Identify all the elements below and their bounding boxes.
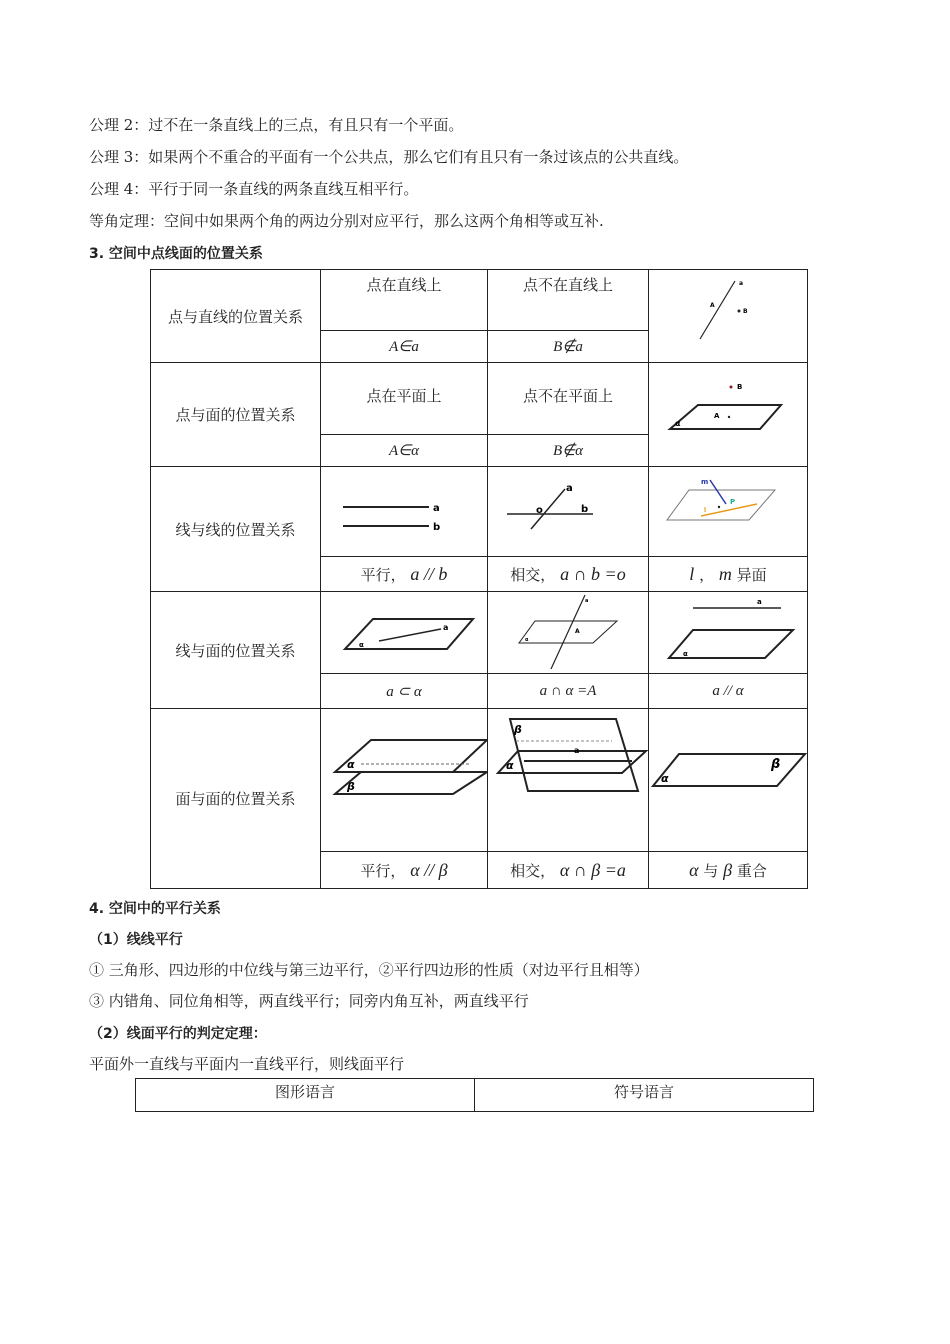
- point-B: [730, 385, 733, 388]
- line-a: [379, 629, 441, 641]
- parallel-label: 平行，: [360, 565, 406, 584]
- parallel-lines-caption: [321, 557, 488, 592]
- pp-with: 与: [703, 861, 719, 880]
- line-l: [701, 504, 757, 516]
- pp-coincide-label: 重合: [736, 861, 767, 880]
- label-a: a: [443, 622, 449, 632]
- intersect-label: 相交，: [510, 565, 556, 584]
- plane: [667, 490, 775, 520]
- label-alpha: α: [683, 649, 688, 658]
- intersecting-lines-figure: [488, 467, 649, 557]
- label-beta: β: [514, 723, 522, 736]
- point-A: [728, 415, 730, 417]
- label-o: o: [536, 504, 543, 516]
- skew-lines-caption: [649, 557, 808, 592]
- pp-parallel-label: 平行，: [360, 861, 406, 880]
- subsection-2-heading: （2）线面平行的判定定理：: [89, 1026, 267, 1042]
- label-alpha: α: [506, 759, 514, 772]
- label-a: a: [574, 746, 580, 755]
- skew-m: m: [718, 563, 732, 584]
- section-4-heading: 4. 空间中的平行关系: [89, 901, 221, 917]
- label-B: B: [737, 382, 743, 391]
- symbol-B-notin-a: B∉a: [488, 331, 649, 363]
- label-alpha: α: [359, 640, 364, 649]
- line-intersect-plane-figure: [488, 592, 649, 674]
- label-alpha: α: [525, 636, 529, 643]
- axiom-2: 公理 2：过不在一条直线上的三点，有且只有一个平面。: [89, 116, 464, 134]
- point-off-plane-label: 点不在平面上: [488, 363, 649, 435]
- symbol-B-notin-alpha: B∉α: [488, 435, 649, 467]
- position-relations-table: [150, 269, 808, 889]
- coincident-planes-figure: [649, 709, 808, 852]
- item-2: ③ 内错角、同位角相等，两直线平行；同旁内角互补，两直线平行: [89, 992, 529, 1010]
- equal-angle-theorem: 等角定理：空间中如果两个角的两边分别对应平行，那么这两个角相等或互补.: [89, 212, 604, 230]
- pp-intersect-label: 相交，: [510, 861, 556, 880]
- plane-beta: [510, 719, 638, 791]
- language-table: [135, 1078, 814, 1112]
- coincident-planes-caption: [649, 852, 808, 889]
- parallel-lines-figure: [321, 467, 488, 557]
- intersect-symbol: a ∩ b =o: [560, 563, 626, 584]
- plane-beta: [335, 772, 487, 794]
- skew-lines-figure: [649, 467, 808, 557]
- parallel-planes-caption: [321, 852, 488, 889]
- symbol-a-subset-alpha: a ⊂ α: [321, 674, 488, 709]
- label-alpha: α: [347, 758, 355, 771]
- pp-intersect-symbol: α ∩ β =a: [559, 859, 626, 880]
- subsection-1-heading: （1）线线平行: [89, 932, 183, 948]
- label-B: B: [743, 308, 748, 315]
- point-in-plane-label: 点在平面上: [321, 363, 488, 435]
- row-title-line-line: 线与线的位置关系: [151, 467, 321, 592]
- line-a: [700, 281, 735, 339]
- label-P: P: [730, 497, 736, 506]
- intersecting-planes-caption: [488, 852, 649, 889]
- intersecting-lines-caption: [488, 557, 649, 592]
- label-l: l: [704, 506, 707, 514]
- plane-alpha: [345, 619, 473, 649]
- label-b: b: [433, 521, 441, 533]
- label-b: b: [581, 503, 589, 515]
- axiom-4: 公理 4：平行于同一条直线的两条直线互相平行。: [89, 180, 419, 198]
- plane-alpha: [335, 740, 487, 772]
- label-A: A: [575, 627, 580, 635]
- row-title-line-plane: 线与面的位置关系: [151, 592, 321, 709]
- point-P: [718, 505, 720, 507]
- label-a: a: [585, 597, 589, 604]
- axiom-3: 公理 3：如果两个不重合的平面有一个公共点，那么它们有且只有一条过该点的公共直线。: [89, 148, 689, 166]
- header-symbol-language: 符号语言: [475, 1079, 814, 1112]
- label-A: A: [710, 302, 715, 309]
- point-plane-figure: [649, 363, 808, 467]
- point-off-line-label: 点不在直线上: [488, 270, 649, 331]
- label-a: a: [566, 482, 573, 494]
- pp-beta: β: [723, 859, 733, 880]
- label-alpha: α: [675, 418, 681, 428]
- skew-sep: ，: [699, 565, 715, 584]
- parallel-planes-figure: [321, 709, 488, 852]
- intersecting-planes-figure: [488, 709, 649, 852]
- pp-parallel-symbol: α // β: [410, 859, 448, 880]
- symbol-a-cap-alpha: a ∩ α =A: [488, 674, 649, 709]
- plane-alpha: [670, 405, 781, 429]
- row-title-plane-plane: 面与面的位置关系: [151, 709, 321, 889]
- symbol-A-in-alpha: A∈α: [321, 435, 488, 467]
- header-graphic-language: 图形语言: [136, 1079, 475, 1112]
- label-beta: β: [347, 780, 355, 793]
- label-alpha: α: [661, 772, 669, 785]
- point-on-line-label: 点在直线上: [321, 270, 488, 331]
- point-line-figure: [649, 270, 808, 363]
- row-title-point-line: 点与直线的位置关系: [151, 270, 321, 363]
- label-a: a: [433, 502, 440, 514]
- theorem-statement: 平面外一直线与平面内一直线平行，则线面平行: [89, 1055, 405, 1073]
- plane-alpha-beta: [653, 754, 805, 786]
- parallel-symbol: a // b: [410, 563, 448, 584]
- item-1: ① 三角形、四边形的中位线与第三边平行，②平行四边形的性质（对边平行且相等）: [89, 961, 649, 979]
- skew-l: l: [689, 563, 695, 584]
- label-a: a: [739, 280, 744, 287]
- point-B: [738, 310, 741, 313]
- line-a: [551, 595, 585, 669]
- label-A: A: [714, 411, 720, 420]
- section-3-heading: 3. 空间中点线面的位置关系: [89, 246, 263, 262]
- line-in-plane-figure: [321, 592, 488, 674]
- pp-alpha: α: [689, 859, 699, 880]
- label-m: m: [701, 477, 709, 486]
- line-m: [710, 480, 726, 504]
- label-beta: β: [771, 757, 781, 772]
- symbol-A-in-a: A∈a: [321, 331, 488, 363]
- label-a: a: [757, 597, 762, 606]
- row-title-point-plane: 点与面的位置关系: [151, 363, 321, 467]
- line-parallel-plane-figure: [649, 592, 808, 674]
- symbol-a-parallel-alpha: a // α: [649, 674, 808, 709]
- skew-label: 异面: [736, 565, 767, 584]
